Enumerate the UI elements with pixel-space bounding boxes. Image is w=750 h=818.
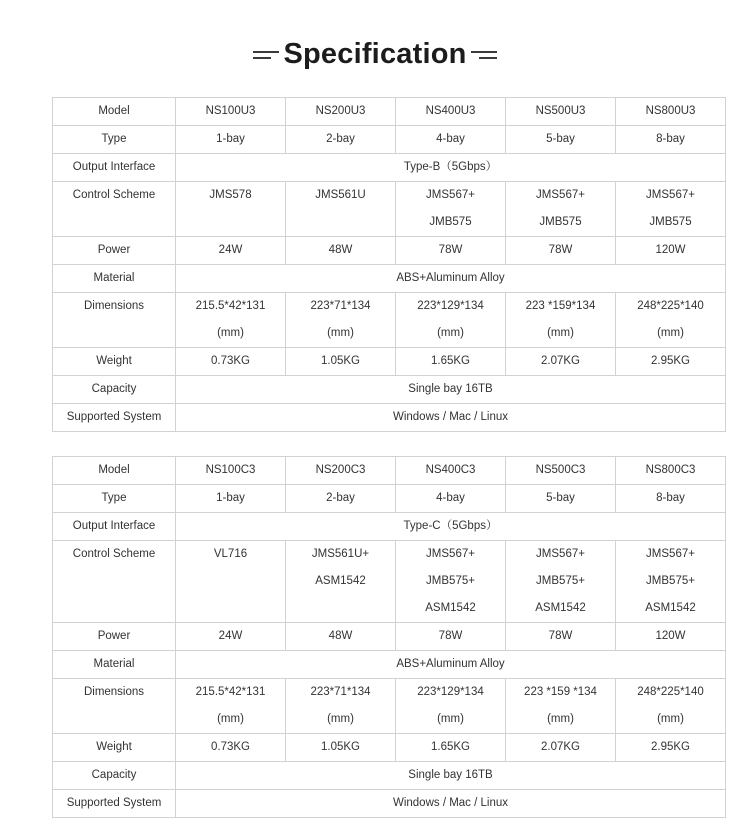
row-value-cell-continuation: (mm) [616,320,726,348]
row-value-cell: NS500U3 [506,98,616,126]
row-value-cell-continuation: JMB575 [396,209,506,237]
table-row-continuation [53,209,726,237]
row-value-cell: VL716 [176,541,286,569]
title-rule-right-icon [471,51,497,59]
table-row [53,457,726,485]
row-label: Material [53,651,176,679]
row-value-cell: JMS567+ [616,541,726,569]
row-value-cell: 48W [286,623,396,651]
row-value-cell: 1.05KG [286,734,396,762]
table-row [53,154,726,182]
table-row [53,293,726,321]
row-value-cell: 5-bay [506,126,616,154]
row-value-cell-continuation: (mm) [176,320,286,348]
row-value-cell: 78W [396,623,506,651]
row-label: Weight [53,348,176,376]
row-value-cell-continuation [286,209,396,237]
row-value-cell: 4-bay [396,126,506,154]
row-value-cell: 4-bay [396,485,506,513]
row-value-cell: 1-bay [176,126,286,154]
row-label: Model [53,98,176,126]
table-row [53,404,726,432]
table-spacer [52,432,698,456]
row-value-merged: Single bay 16TB [176,376,726,404]
row-label: Material [53,265,176,293]
table-row [53,541,726,569]
row-value-cell: 78W [506,623,616,651]
row-value-merged: ABS+Aluminum Alloy [176,651,726,679]
row-value-merged: Windows / Mac / Linux [176,790,726,818]
row-value-cell: 2-bay [286,485,396,513]
row-value-cell: 48W [286,237,396,265]
row-label: Output Interface [53,154,176,182]
row-label: Output Interface [53,513,176,541]
row-label: Type [53,126,176,154]
row-label-continuation [53,568,176,595]
specification-page [0,38,750,809]
table-row [53,734,726,762]
row-value-cell: 1.65KG [396,348,506,376]
table-row [53,790,726,818]
row-label: Model [53,457,176,485]
row-value-cell: 223*71*134 [286,293,396,321]
table-row [53,623,726,651]
row-label: Type [53,485,176,513]
row-value-cell: 2.95KG [616,348,726,376]
row-label: Control Scheme [53,182,176,210]
row-value-cell: NS400U3 [396,98,506,126]
row-value-cell: JMS561U [286,182,396,210]
row-label: Dimensions [53,679,176,707]
table-row [53,126,726,154]
table-row [53,237,726,265]
row-value-cell: 1.05KG [286,348,396,376]
row-value-cell: JMS567+ [396,541,506,569]
table-row [53,513,726,541]
row-value-cell: 215.5*42*131 [176,293,286,321]
row-value-cell: 223 *159*134 [506,293,616,321]
table-row [53,651,726,679]
row-value-cell-continuation [176,568,286,595]
row-value-cell: 78W [396,237,506,265]
row-value-cell: 2.95KG [616,734,726,762]
row-value-cell: 2.07KG [506,734,616,762]
row-value-cell-continuation: (mm) [506,706,616,734]
row-value-cell-continuation [286,595,396,623]
row-value-cell: 8-bay [616,485,726,513]
row-label: Power [53,623,176,651]
row-value-cell: JMS567+ [506,541,616,569]
row-value-cell: 5-bay [506,485,616,513]
row-value-cell: 24W [176,237,286,265]
row-value-cell: 24W [176,623,286,651]
row-value-cell: JMS578 [176,182,286,210]
row-label: Weight [53,734,176,762]
table-row [53,679,726,707]
row-value-cell-continuation: ASM1542 [286,568,396,595]
row-value-cell-continuation: JMB575 [506,209,616,237]
table-row [53,98,726,126]
row-value-cell: JMS567+ [616,182,726,210]
row-label-continuation [53,706,176,734]
row-value-cell: NS800U3 [616,98,726,126]
row-label: Supported System [53,790,176,818]
row-value-cell-continuation [176,209,286,237]
row-value-cell-continuation: JMB575+ [396,568,506,595]
table-row [53,485,726,513]
row-value-cell: 215.5*42*131 [176,679,286,707]
page-title [52,38,698,71]
row-value-cell-continuation: (mm) [616,706,726,734]
row-label-continuation [53,209,176,237]
page-title-text: Specification [283,38,467,70]
table-row [53,182,726,210]
table-row-continuation [53,595,726,623]
row-value-cell: 1.65KG [396,734,506,762]
table-row [53,762,726,790]
row-value-cell: 223*71*134 [286,679,396,707]
row-value-cell-continuation: (mm) [396,320,506,348]
table-row [53,376,726,404]
row-value-cell-continuation: (mm) [286,320,396,348]
row-value-cell: 2.07KG [506,348,616,376]
row-value-cell-continuation: (mm) [286,706,396,734]
row-value-merged: Type-C（5Gbps） [176,513,726,541]
table-row [53,265,726,293]
row-value-merged: Windows / Mac / Linux [176,404,726,432]
row-value-cell: NS100U3 [176,98,286,126]
row-value-cell: 223 *159 *134 [506,679,616,707]
row-value-cell: 1-bay [176,485,286,513]
row-value-cell-continuation: ASM1542 [396,595,506,623]
row-value-cell-continuation: ASM1542 [506,595,616,623]
row-label: Power [53,237,176,265]
row-value-cell: 120W [616,237,726,265]
row-value-cell: 78W [506,237,616,265]
row-value-cell: NS200U3 [286,98,396,126]
table-row [53,348,726,376]
row-value-cell-continuation: (mm) [396,706,506,734]
row-label: Capacity [53,762,176,790]
row-value-cell: 0.73KG [176,348,286,376]
row-label-continuation [53,595,176,623]
row-value-cell: NS500C3 [506,457,616,485]
row-value-merged: Single bay 16TB [176,762,726,790]
row-label: Supported System [53,404,176,432]
table-row-continuation [53,568,726,595]
row-label-continuation [53,320,176,348]
table-row-continuation [53,320,726,348]
row-value-cell-continuation: (mm) [506,320,616,348]
row-value-cell: 2-bay [286,126,396,154]
row-value-cell-continuation: ASM1542 [616,595,726,623]
row-value-cell: 248*225*140 [616,293,726,321]
row-value-cell-continuation: JMB575+ [506,568,616,595]
row-value-cell: NS100C3 [176,457,286,485]
spec-table-usbc [52,456,726,818]
table-row-continuation [53,706,726,734]
row-value-cell: 8-bay [616,126,726,154]
row-value-cell-continuation: JMB575+ [616,568,726,595]
row-value-merged: ABS+Aluminum Alloy [176,265,726,293]
row-value-cell: 223*129*134 [396,293,506,321]
row-value-cell: NS200C3 [286,457,396,485]
row-value-cell-continuation [176,595,286,623]
row-value-cell: NS400C3 [396,457,506,485]
row-value-cell: 223*129*134 [396,679,506,707]
row-value-cell: 0.73KG [176,734,286,762]
title-rule-left-icon [253,51,279,59]
row-value-cell: JMS561U+ [286,541,396,569]
row-label: Capacity [53,376,176,404]
row-value-cell: NS800C3 [616,457,726,485]
row-value-merged: Type-B（5Gbps） [176,154,726,182]
row-label: Control Scheme [53,541,176,569]
row-value-cell: JMS567+ [506,182,616,210]
row-value-cell: JMS567+ [396,182,506,210]
row-value-cell: 120W [616,623,726,651]
row-value-cell-continuation: (mm) [176,706,286,734]
row-value-cell-continuation: JMB575 [616,209,726,237]
spec-table-usb3 [52,97,726,432]
row-value-cell: 248*225*140 [616,679,726,707]
row-label: Dimensions [53,293,176,321]
